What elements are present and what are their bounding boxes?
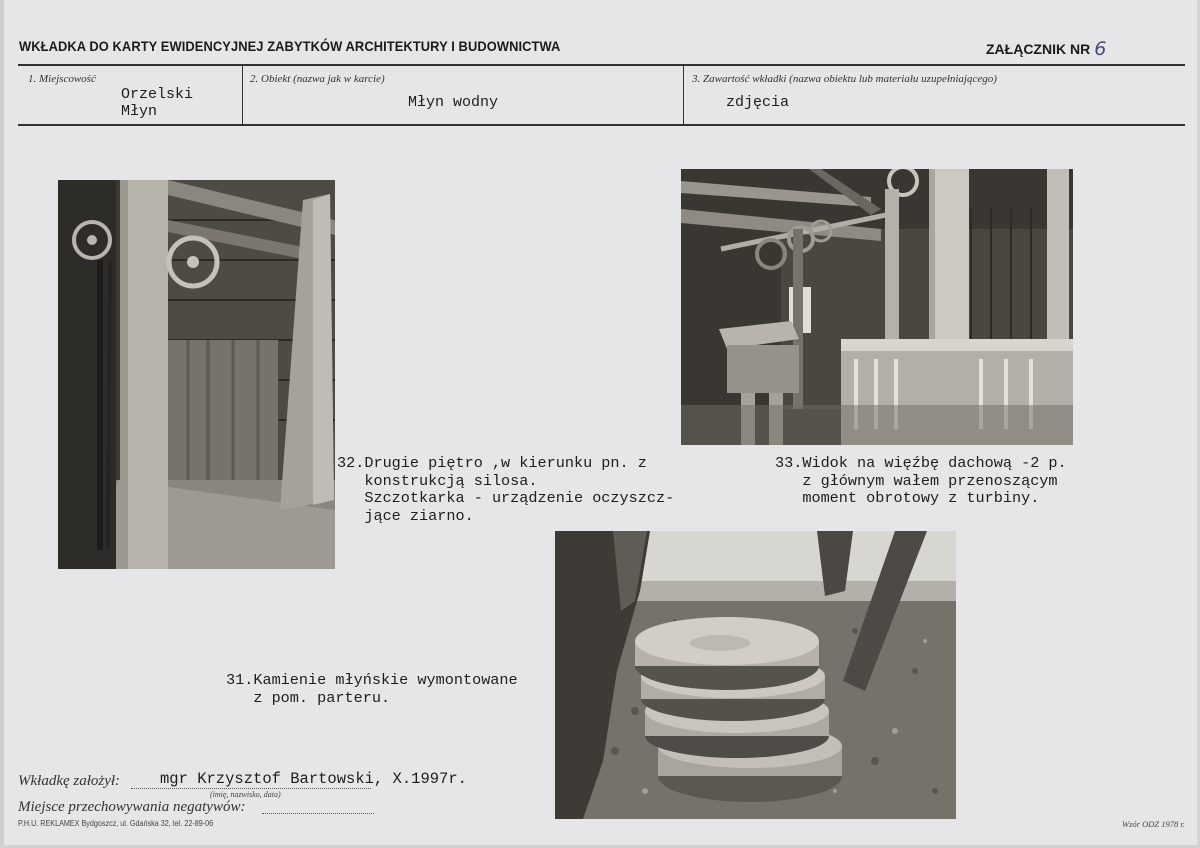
photo-roof-truss-image <box>681 169 1073 445</box>
founder-value: mgr Krzysztof Bartowski, X.1997r. <box>160 770 467 788</box>
content-label: 3. Zawartość wkładki (nazwa obiektu lub materiału uzupełniającego) <box>692 73 997 85</box>
attachment-number-value: 6 <box>1094 38 1107 60</box>
founder-hint: (imię, nazwisko, data) <box>210 790 281 799</box>
printer-imprint: P.H.U. REKLAMEX Bydgoszcz, ul. Gdańska 32, tel. 22-89-06 <box>18 819 214 828</box>
form-pattern: Wzór ODZ 1978 r. <box>1122 819 1185 829</box>
caption-photo-32: 32.Drugie piętro ,w kierunku pn. z konstrukcją silosa. Szczotkarka - urządzenie oczyszcz- jące ziarno. <box>337 454 675 525</box>
photo-silos-interior <box>58 180 335 569</box>
photo-millstones <box>555 531 956 819</box>
object-value: Młyn wodny <box>408 94 499 111</box>
locality-line-2: Młyn <box>121 103 158 120</box>
caption-photo-31: 31.Kamienie młyńskie wymontowane z pom. parteru. <box>226 671 518 707</box>
locality-line-1: Orzelski <box>121 86 194 103</box>
header-bottom-rule <box>18 124 1185 126</box>
photo-millstones-image <box>555 531 956 819</box>
sheet-edge-left <box>0 0 4 848</box>
attachment-label: ZAŁĄCZNIK NR <box>986 41 1091 57</box>
photo-silos-interior-image <box>58 180 335 569</box>
negatives-label: Miejsce przechowywania negatywów: <box>18 799 246 815</box>
attachment-number <box>986 37 1106 59</box>
negatives-dotted-line <box>262 813 374 814</box>
locality-value <box>121 86 193 120</box>
caption-photo-33: 33.Widok na więźbę dachową -2 p. z głównym wałem przenoszącym moment obrotowy z turbiny. <box>775 454 1067 507</box>
content-value: zdjęcia <box>726 94 790 111</box>
photo-roof-truss <box>681 169 1073 445</box>
field-divider-1 <box>242 65 243 125</box>
founder-label: Wkładkę założył: <box>18 773 121 789</box>
header-top-rule <box>18 64 1185 66</box>
field-divider-2 <box>683 65 684 125</box>
locality-label: 1. Miejscowość <box>28 73 96 85</box>
form-title: WKŁADKA DO KARTY EWIDENCYJNEJ ZABYTKÓW ARCHITEKTURY I BUDOWNICTWA <box>19 38 561 54</box>
object-label: 2. Obiekt (nazwa jak w karcie) <box>250 73 385 85</box>
